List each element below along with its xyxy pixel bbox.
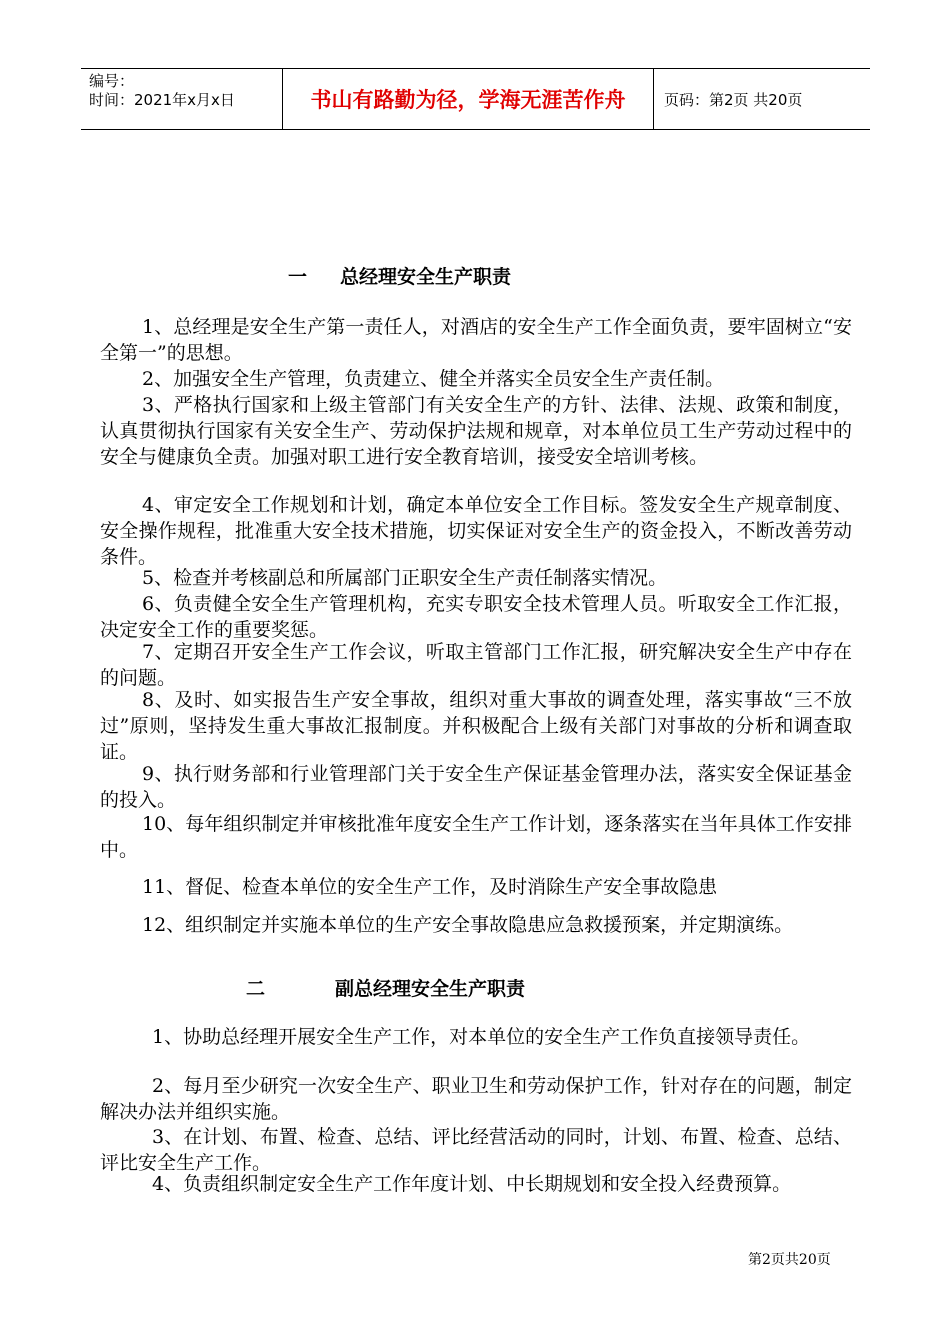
header-info-cell [81, 69, 283, 129]
section1-item-8: 8、及时、如实报告生产安全事故，组织对重大事故的调查处理，落实事故“三不放过”原则，坚持发生重大事故汇报制度。并积极配合上级有关部门对事故的分析和调查取证。 [100, 689, 852, 763]
section2-item-1: 1、协助总经理开展安全生产工作，对本单位的安全生产工作负直接领导责任。 [152, 1026, 811, 1048]
section1-item-3: 3、严格执行国家和上级主管部门有关安全生产的方针、法律、法规、政策和制度，认真贯彻执行国家有关安全生产、劳动保护法规和规章，对本单位员工生产劳动过程中的安全与健康负全责。加强对职工进行安全教育培训，接受安全培训考核。 [100, 394, 852, 468]
section1-item-11: 11、督促、检查本单位的安全生产工作，及时消除生产安全事故隐患 [142, 876, 718, 898]
serial-label: 编号： [89, 72, 135, 90]
section1-item-2: 2、加强安全生产管理，负责建立、健全并落实全员安全生产责任制。 [142, 368, 725, 390]
section2-item-4: 4、负责组织制定安全生产工作年度计划、中长期规划和安全投入经费预算。 [152, 1173, 792, 1195]
section1-item-5: 5、检查并考核副总和所属部门正职安全生产责任制落实情况。 [142, 567, 668, 589]
section1-title: 总经理安全生产职责 [340, 266, 512, 288]
section1-item-9: 9、执行财务部和行业管理部门关于安全生产保证基金管理办法，落实安全保证基金的投入。 [100, 763, 852, 811]
section2-item-3: 3、在计划、布置、检查、总结、评比经营活动的同时，计划、布置、检查、总结、评比安全生产工作。 [100, 1126, 852, 1174]
section1-item-4: 4、审定安全工作规划和计划，确定本单位安全工作目标。签发安全生产规章制度、安全操作规程，批准重大安全技术措施，切实保证对安全生产的资金投入，不断改善劳动条件。 [100, 494, 852, 568]
section1-item-7: 7、定期召开安全生产工作会议，听取主管部门工作汇报，研究解决安全生产中存在的问题。 [100, 641, 852, 689]
section2-item-2: 2、每月至少研究一次安全生产、职业卫生和劳动保护工作，针对存在的问题，制定解决办法并组织实施。 [100, 1075, 852, 1123]
section1-number: 一 [288, 266, 308, 288]
section1-item-12: 12、组织制定并实施本单位的生产安全事故隐患应急救援预案，并定期演练。 [142, 914, 794, 936]
page-footer: 第2页共20页 [748, 1252, 831, 1268]
page-header [81, 68, 870, 130]
header-motto: 书山有路勤为径，学海无涯苦作舟 [283, 69, 654, 129]
header-page-code: 页码：第2页 共20页 [664, 90, 803, 109]
section1-item-1: 1、总经理是安全生产第一责任人，对酒店的安全生产工作全面负责，要牢固树立“安全第一”的思想。 [100, 316, 852, 364]
section1-item-6: 6、负责健全安全生产管理机构，充实专职安全技术管理人员。听取安全工作汇报，决定安全工作的重要奖惩。 [100, 593, 852, 641]
date-label: 时间：2021年x月x日 [89, 91, 235, 109]
section1-item-10: 10、每年组织制定并审核批准年度安全生产工作计划，逐条落实在当年具体工作安排中。 [100, 813, 852, 861]
section2-number: 二 [246, 978, 266, 1000]
section2-title: 副总经理安全生产职责 [335, 978, 526, 1000]
